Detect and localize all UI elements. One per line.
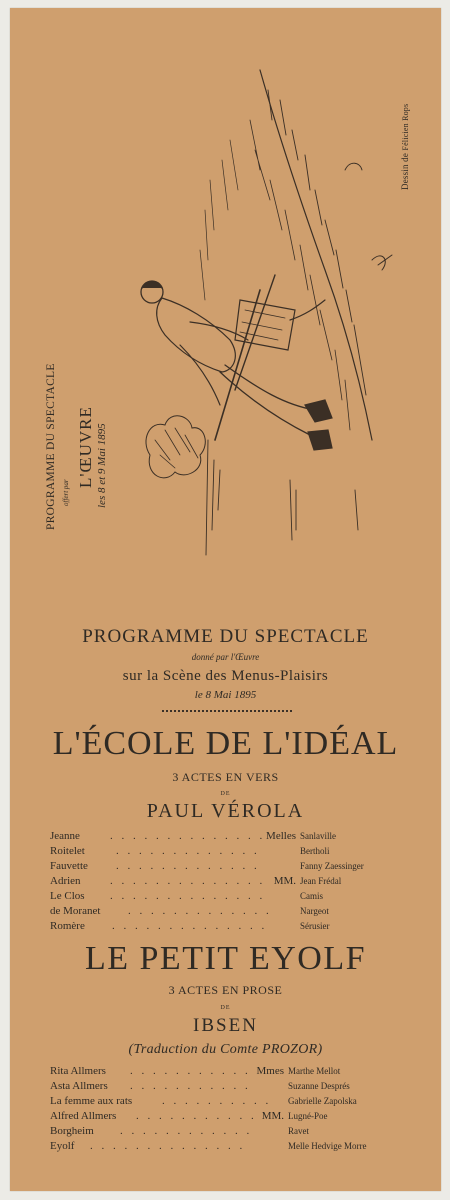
cast-role: de Moranet [50,905,101,917]
cast-row [50,1079,402,1094]
play2-de: DE [220,1005,231,1011]
cast-prefix: Mmes [256,1065,284,1077]
play2-translation: (Traduction du Comte PROZOR) [128,1042,323,1057]
cast-row [50,874,402,889]
cast-prefix: MM. [261,1110,284,1122]
given-by-line: donné par l'Œuvre [191,652,260,662]
play2-title: LE PETIT EYOLF [84,940,366,977]
play1-cast-list [50,829,402,934]
sidebar-oeuvre: L'ŒUVRE [76,406,95,488]
dot-leader: . . . . . . . . . . . [136,1110,257,1122]
play1-author: PAUL VÉROLA [146,800,305,822]
dot-leader: . . . . . . . . . . . . . [116,845,260,857]
cast-actor: Bertholi [300,846,330,856]
play1-de: DE [220,791,231,797]
cast-role: Adrien [50,875,81,887]
cast-actor: Ravet [288,1126,309,1136]
cast-role: Fauvette [50,860,88,872]
cast-row [50,919,402,934]
cast-actor: Marthe Mellot [288,1066,341,1076]
cast-actor: Fanny Zaessinger [300,861,364,871]
dot-leader: . . . . . . . . . . [162,1095,272,1107]
cast-row [50,1064,402,1079]
sidebar-offered-by: offert par [62,479,70,506]
illustration-credit [400,104,410,190]
cast-row [50,1094,402,1109]
dot-leader: . . . . . . . . . . . . . [128,905,272,917]
cast-actor: Suzanne Després [288,1081,350,1091]
cast-row [50,904,402,919]
dotted-divider [162,710,292,712]
play2-cast-list [50,1064,402,1154]
cast-row [50,844,402,859]
cast-row [50,889,402,904]
credit-artist: Félicien Rops [401,103,410,151]
play1-subtitle: 3 ACTES EN VERS [172,770,279,784]
cast-actor: Gabrielle Zapolska [288,1096,357,1106]
program-heading: PROGRAMME DU SPECTACLE [82,626,369,647]
dot-leader: . . . . . . . . . . . [130,1080,251,1092]
cast-role: La femme aux rats [50,1095,133,1107]
cast-actor: Lugné-Poe [288,1111,328,1121]
dot-leader: . . . . . . . . . . . [130,1065,251,1077]
cast-role: Asta Allmers [50,1080,108,1092]
sidebar-program-title: PROGRAMME DU SPECTACLE [45,363,57,530]
dot-leader: . . . . . . . . . . . . . . [110,830,266,842]
cast-role: Romère [50,920,85,932]
cast-row [50,1124,402,1139]
dot-leader: . . . . . . . . . . . . . . [110,875,266,887]
play2-author: IBSEN [193,1015,258,1036]
cast-role: Jeanne [50,830,80,842]
play2-subtitle: 3 ACTES EN PROSE [168,983,283,997]
cast-actor: Nargeot [300,906,329,916]
cast-prefix: MM. [273,875,296,887]
rops-drawing-illustration [110,60,400,570]
cast-actor: Jean Frédal [300,876,342,886]
dot-leader: . . . . . . . . . . . . . . [90,1140,246,1152]
dot-leader: . . . . . . . . . . . . . [116,860,260,872]
sidebar-dates: les 8 et 9 Mai 1895 [96,423,108,508]
play1-title: L'ÉCOLE DE L'IDÉAL [52,725,399,762]
cast-role: Alfred Allmers [50,1110,117,1122]
cast-role: Borgheim [50,1125,94,1137]
dot-leader: . . . . . . . . . . . . [120,1125,253,1137]
dot-leader: . . . . . . . . . . . . . . [110,890,266,902]
cast-role: Rita Allmers [50,1065,106,1077]
dot-leader: . . . . . . . . . . . . . . [112,920,268,932]
cast-actor: Melle Hedvige Morre [288,1141,367,1151]
cast-row [50,1139,402,1154]
cast-row [50,829,402,844]
cast-actor: Sanlaville [300,831,336,841]
performance-date: le 8 Mai 1895 [194,689,257,701]
cast-row [50,859,402,874]
cast-row [50,1109,402,1124]
cast-actor: Camis [300,891,324,901]
cast-role: Roitelet [50,845,85,857]
cast-actor: Sérusier [300,921,330,931]
cast-role: Eyolf [50,1140,75,1152]
venue-line: sur la Scène des Menus-Plaisirs [122,668,329,684]
cast-prefix: Melles [266,830,296,842]
credit-prefix: Dessin de [400,150,410,190]
cast-role: Le Clos [50,890,85,902]
